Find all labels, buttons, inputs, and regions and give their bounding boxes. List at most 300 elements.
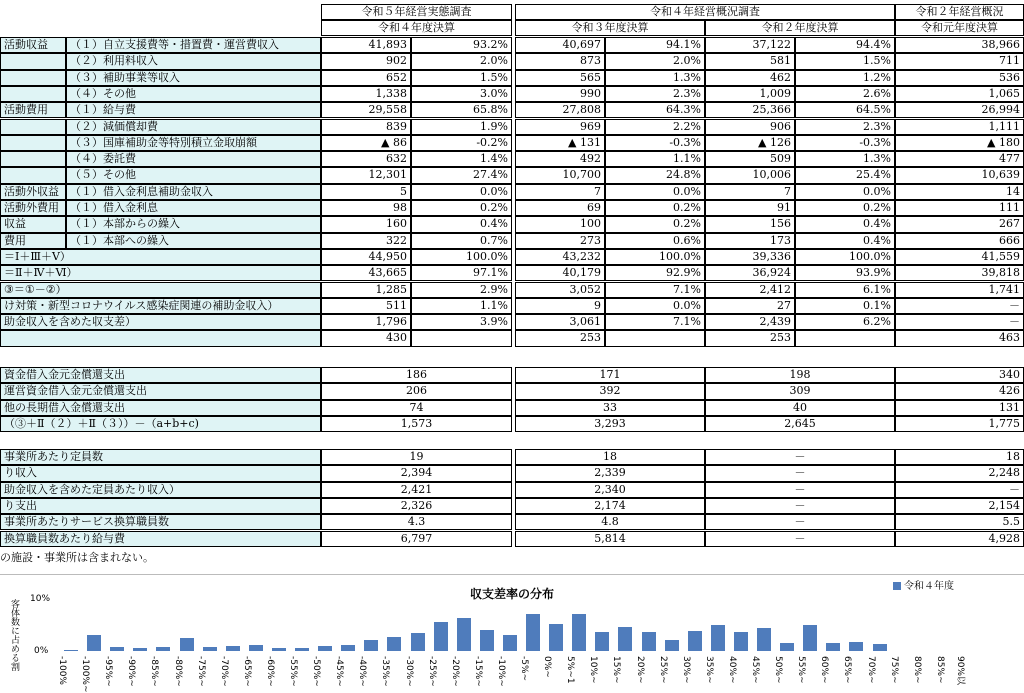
value-r1: 477 bbox=[895, 151, 1024, 167]
value-r1: 38,966 bbox=[895, 37, 1024, 53]
value-r2: 1,009 bbox=[705, 86, 795, 102]
value-r2: 91 bbox=[705, 200, 795, 216]
value-r2: 581 bbox=[705, 53, 795, 69]
summary-value-r3: 253 bbox=[515, 330, 605, 346]
value-r3: ▲ 131 bbox=[515, 135, 605, 151]
percent-r4: 0.2% bbox=[411, 200, 512, 216]
row-group-label: 活動収益 bbox=[0, 37, 66, 53]
cash-value-r2: 2,645 bbox=[705, 416, 895, 432]
value-r2: 37,122 bbox=[705, 37, 795, 53]
x-tick-label: -60%~ bbox=[264, 656, 275, 687]
x-tick-label: 75%~ bbox=[888, 656, 899, 684]
value-r1: 14 bbox=[895, 184, 1024, 200]
x-tick-label: -5%~ bbox=[519, 656, 529, 682]
staff-value-r1: 2,248 bbox=[895, 465, 1024, 481]
legend-label: 令和４年度 bbox=[904, 581, 954, 592]
summary-value-r4: 430 bbox=[321, 330, 411, 346]
percent-r2: 25.4% bbox=[795, 167, 895, 183]
percent-r4: 1.5% bbox=[411, 70, 512, 86]
staff-value-r4: 2,326 bbox=[321, 498, 512, 514]
chart-bar bbox=[688, 631, 702, 651]
value-r3: 273 bbox=[515, 233, 605, 249]
row-item-label: （３）国庫補助金等特別積立金取崩額 bbox=[66, 135, 321, 151]
value-r1: 666 bbox=[895, 233, 1024, 249]
staff-value-r3: 2,174 bbox=[515, 498, 705, 514]
value-r4: 322 bbox=[321, 233, 411, 249]
value-r3: 69 bbox=[515, 200, 605, 216]
chart-bar bbox=[87, 635, 101, 651]
cash-value-r4: 206 bbox=[321, 383, 512, 399]
cash-value-r3: 171 bbox=[515, 367, 705, 383]
x-tick-label: 65%~ bbox=[842, 656, 853, 684]
x-tick-label: -15%~ bbox=[472, 656, 483, 687]
summary-value-r2: 27 bbox=[705, 298, 795, 314]
staff-value-r1: 18 bbox=[895, 449, 1024, 465]
value-r2: 25,366 bbox=[705, 102, 795, 118]
cash-label: 運営資金借入金元金償還支出 bbox=[0, 383, 321, 399]
x-tick-label: -100% bbox=[57, 656, 67, 685]
chart-legend bbox=[893, 577, 954, 592]
summary-value-r1: 39,818 bbox=[895, 265, 1024, 281]
row-item-label: （３）補助事業等収入 bbox=[66, 70, 321, 86]
row-item-label: （２）利用料収入 bbox=[66, 53, 321, 69]
staff-label: 事業所あたりサービス換算職員数 bbox=[0, 514, 321, 530]
header-r1-settlement: 令和元年度決算 bbox=[895, 20, 1024, 36]
summary-value-r4: 1,285 bbox=[321, 282, 411, 298]
percent-r3: 2.0% bbox=[605, 53, 705, 69]
cash-value-r2: 309 bbox=[705, 383, 895, 399]
staff-value-r4: 19 bbox=[321, 449, 512, 465]
x-tick-label: 35%~ bbox=[703, 656, 714, 684]
value-r3: 969 bbox=[515, 119, 605, 135]
summary-value-r1: 463 bbox=[895, 330, 1024, 346]
chart-bar bbox=[826, 643, 840, 651]
staff-value-r4: 6,797 bbox=[321, 531, 512, 547]
percent-r2: -0.3% bbox=[795, 135, 895, 151]
percent-r2: 0.2% bbox=[795, 200, 895, 216]
value-r4: 29,558 bbox=[321, 102, 411, 118]
value-r4: 41,893 bbox=[321, 37, 411, 53]
x-tick-label: 20%~ bbox=[634, 656, 645, 684]
cash-value-r1: 426 bbox=[895, 383, 1024, 399]
row-item-label: （２）減価償却費 bbox=[66, 119, 321, 135]
x-tick-label: -50%~ bbox=[311, 656, 322, 687]
summary-percent-r2: 100.0% bbox=[795, 249, 895, 265]
percent-r4: 27.4% bbox=[411, 167, 512, 183]
x-tick-label: -40%~ bbox=[357, 656, 368, 687]
row-item-label: （５）その他 bbox=[66, 167, 321, 183]
summary-percent-r2: 0.1% bbox=[795, 298, 895, 314]
staff-label: り収入 bbox=[0, 465, 321, 481]
percent-r2: 0.4% bbox=[795, 216, 895, 232]
staff-value-r4: 2,421 bbox=[321, 482, 512, 498]
chart-bar bbox=[526, 614, 540, 651]
chart-bar bbox=[133, 648, 147, 651]
chart-bar bbox=[434, 622, 448, 651]
x-tick-label: 80%~ bbox=[911, 656, 922, 684]
chart-bar bbox=[618, 627, 632, 651]
row-group-label: 費用 bbox=[0, 233, 66, 249]
percent-r3: 2.2% bbox=[605, 119, 705, 135]
staff-label: 事業所あたり定員数 bbox=[0, 449, 321, 465]
x-tick-label: 45%~ bbox=[750, 656, 760, 684]
summary-percent-r2: 6.2% bbox=[795, 314, 895, 330]
value-r1: 1,111 bbox=[895, 119, 1024, 135]
summary-percent-r4: 100.0% bbox=[411, 249, 512, 265]
row-item-label: （１）借入金利息 bbox=[66, 200, 321, 216]
value-r4: 902 bbox=[321, 53, 411, 69]
x-tick-label: -65%~ bbox=[241, 656, 252, 687]
summary-label: ＝Ⅱ＋Ⅳ＋Ⅵ） bbox=[0, 265, 321, 281]
summary-percent-r3: 7.1% bbox=[605, 314, 705, 330]
summary-label: ③＝①－②） bbox=[0, 282, 321, 298]
chart-bar bbox=[341, 645, 355, 651]
row-group-label bbox=[0, 151, 66, 167]
summary-value-r4: 43,665 bbox=[321, 265, 411, 281]
cash-value-r3: 392 bbox=[515, 383, 705, 399]
percent-r4: -0.2% bbox=[411, 135, 512, 151]
summary-value-r2: 2,412 bbox=[705, 282, 795, 298]
chart-bar bbox=[480, 630, 494, 651]
row-item-label: （１）本部からの繰入 bbox=[66, 216, 321, 232]
value-r2: 7 bbox=[705, 184, 795, 200]
percent-r4: 93.2% bbox=[411, 37, 512, 53]
value-r4: ▲ 86 bbox=[321, 135, 411, 151]
value-r4: 839 bbox=[321, 119, 411, 135]
value-r3: 492 bbox=[515, 151, 605, 167]
value-r2: ▲ 126 bbox=[705, 135, 795, 151]
summary-value-r4: 1,796 bbox=[321, 314, 411, 330]
summary-value-r2: 2,439 bbox=[705, 314, 795, 330]
x-tick-label: 5%~1 bbox=[565, 656, 576, 684]
percent-r3: 1.1% bbox=[605, 151, 705, 167]
percent-r3: 94.1% bbox=[605, 37, 705, 53]
percent-r3: 1.3% bbox=[605, 70, 705, 86]
chart-bar bbox=[411, 633, 425, 651]
y-axis-label: 客体数に占める割 bbox=[9, 599, 19, 671]
cash-value-r3: 3,293 bbox=[515, 416, 705, 432]
chart-bar bbox=[364, 640, 378, 651]
value-r4: 12,301 bbox=[321, 167, 411, 183]
summary-label bbox=[0, 330, 321, 346]
staff-label: 助金収入を含めた定員あたり収入） bbox=[0, 482, 321, 498]
percent-r3: -0.3% bbox=[605, 135, 705, 151]
row-group-label bbox=[0, 119, 66, 135]
value-r4: 98 bbox=[321, 200, 411, 216]
staff-value-r1: － bbox=[895, 482, 1024, 498]
row-group-label: 活動費用 bbox=[0, 102, 66, 118]
percent-r2: 1.5% bbox=[795, 53, 895, 69]
chart-bar bbox=[387, 637, 401, 651]
footnote: の施設・事業所は含まれない。 bbox=[0, 551, 154, 564]
chart-bar bbox=[549, 624, 563, 651]
x-tick-label: -95%~ bbox=[103, 656, 114, 687]
staff-value-r1: 2,154 bbox=[895, 498, 1024, 514]
value-r1: 711 bbox=[895, 53, 1024, 69]
value-r1: 26,994 bbox=[895, 102, 1024, 118]
cash-value-r1: 131 bbox=[895, 400, 1024, 416]
chart-bar bbox=[156, 647, 170, 651]
staff-value-r3: 4.8 bbox=[515, 514, 705, 530]
percent-r3: 24.8% bbox=[605, 167, 705, 183]
x-tick-label: -55%~ bbox=[288, 656, 298, 687]
value-r3: 100 bbox=[515, 216, 605, 232]
value-r2: 462 bbox=[705, 70, 795, 86]
staff-value-r2: － bbox=[705, 482, 895, 498]
chart-bar bbox=[572, 614, 586, 651]
percent-r2: 0.4% bbox=[795, 233, 895, 249]
row-group-label bbox=[0, 135, 66, 151]
summary-percent-r4: 1.1% bbox=[411, 298, 512, 314]
percent-r4: 0.0% bbox=[411, 184, 512, 200]
value-r1: ▲ 180 bbox=[895, 135, 1024, 151]
header-r3-settlement: 令和３年度決算 bbox=[515, 20, 705, 36]
summary-label: ＝Ⅰ＋Ⅲ＋Ⅴ） bbox=[0, 249, 321, 265]
value-r2: 509 bbox=[705, 151, 795, 167]
summary-percent-r3 bbox=[605, 330, 705, 346]
percent-r3: 0.0% bbox=[605, 184, 705, 200]
chart-bar bbox=[272, 648, 286, 651]
value-r1: 267 bbox=[895, 216, 1024, 232]
chart-bar bbox=[295, 648, 309, 651]
value-r3: 990 bbox=[515, 86, 605, 102]
cash-label: 資金借入金元金償還支出 bbox=[0, 367, 321, 383]
row-group-label: 収益 bbox=[0, 216, 66, 232]
x-tick-label: -85%~ bbox=[149, 656, 160, 687]
x-tick-label: 55%~ bbox=[796, 656, 807, 684]
value-r1: 1,065 bbox=[895, 86, 1024, 102]
summary-percent-r4: 97.1% bbox=[411, 265, 512, 281]
summary-value-r3: 43,232 bbox=[515, 249, 605, 265]
chart-title: 収支差率の分布 bbox=[469, 587, 554, 601]
summary-percent-r4 bbox=[411, 330, 512, 346]
value-r4: 1,338 bbox=[321, 86, 411, 102]
percent-r4: 0.4% bbox=[411, 216, 512, 232]
chart-bar bbox=[642, 632, 656, 651]
percent-r2: 64.5% bbox=[795, 102, 895, 118]
percent-r3: 2.3% bbox=[605, 86, 705, 102]
staff-label: り支出 bbox=[0, 498, 321, 514]
value-r3: 40,697 bbox=[515, 37, 605, 53]
x-tick-label: 50%~ bbox=[773, 656, 784, 684]
summary-percent-r3: 7.1% bbox=[605, 282, 705, 298]
staff-value-r2: － bbox=[705, 465, 895, 481]
summary-percent-r3: 100.0% bbox=[605, 249, 705, 265]
value-r4: 632 bbox=[321, 151, 411, 167]
x-tick-label: -10%~ bbox=[495, 656, 506, 687]
summary-value-r4: 44,950 bbox=[321, 249, 411, 265]
summary-value-r1: 41,559 bbox=[895, 249, 1024, 265]
x-tick-label: 60%~ bbox=[819, 656, 830, 684]
summary-percent-r4: 3.9% bbox=[411, 314, 512, 330]
chart-bar bbox=[226, 646, 240, 651]
chart-bar bbox=[318, 646, 332, 651]
percent-r2: 2.3% bbox=[795, 119, 895, 135]
summary-value-r3: 3,052 bbox=[515, 282, 605, 298]
summary-percent-r4: 2.9% bbox=[411, 282, 512, 298]
row-group-label: 活動外収益 bbox=[0, 184, 66, 200]
x-tick-label: -70%~ bbox=[218, 656, 229, 687]
staff-value-r4: 2,394 bbox=[321, 465, 512, 481]
chart-bar bbox=[203, 647, 217, 651]
value-r2: 906 bbox=[705, 119, 795, 135]
summary-percent-r3: 92.9% bbox=[605, 265, 705, 281]
value-r4: 652 bbox=[321, 70, 411, 86]
chart-bar bbox=[873, 644, 887, 651]
x-tick-label: -100%~ bbox=[80, 656, 91, 693]
percent-r4: 65.8% bbox=[411, 102, 512, 118]
summary-percent-r3: 0.0% bbox=[605, 298, 705, 314]
summary-percent-r2 bbox=[795, 330, 895, 346]
chart-bar bbox=[734, 632, 748, 651]
value-r1: 111 bbox=[895, 200, 1024, 216]
row-group-label bbox=[0, 86, 66, 102]
staff-value-r4: 4.3 bbox=[321, 514, 512, 530]
x-tick-label: -75%~ bbox=[195, 656, 206, 687]
summary-value-r2: 253 bbox=[705, 330, 795, 346]
row-item-label: （１）給与費 bbox=[66, 102, 321, 118]
x-tick-label: 10%~ bbox=[588, 656, 599, 684]
x-tick-label: 0%~ bbox=[542, 656, 553, 678]
row-item-label: （１）自立支援費等・措置費・運営費収入 bbox=[66, 37, 321, 53]
percent-r2: 2.6% bbox=[795, 86, 895, 102]
staff-value-r2: － bbox=[705, 498, 895, 514]
row-group-label bbox=[0, 53, 66, 69]
chart-bar bbox=[665, 640, 679, 651]
percent-r2: 0.0% bbox=[795, 184, 895, 200]
value-r3: 565 bbox=[515, 70, 605, 86]
summary-percent-r2: 6.1% bbox=[795, 282, 895, 298]
x-tick-label: -90%~ bbox=[126, 656, 137, 687]
x-tick-label: -35%~ bbox=[380, 656, 391, 687]
value-r4: 5 bbox=[321, 184, 411, 200]
row-item-label: （１）借入金利息補助金収入 bbox=[66, 184, 321, 200]
value-r3: 10,700 bbox=[515, 167, 605, 183]
percent-r3: 0.6% bbox=[605, 233, 705, 249]
staff-value-r1: 5.5 bbox=[895, 514, 1024, 530]
x-tick-label: 25%~ bbox=[657, 656, 668, 684]
chart-bar bbox=[803, 625, 817, 651]
value-r3: 873 bbox=[515, 53, 605, 69]
percent-r3: 64.3% bbox=[605, 102, 705, 118]
x-tick-label: 40%~ bbox=[726, 656, 737, 684]
x-tick-label: -45%~ bbox=[334, 656, 345, 687]
value-r2: 173 bbox=[705, 233, 795, 249]
x-tick-label: -25%~ bbox=[426, 656, 437, 687]
summary-value-r3: 40,179 bbox=[515, 265, 605, 281]
cash-value-r2: 40 bbox=[705, 400, 895, 416]
summary-value-r3: 3,061 bbox=[515, 314, 605, 330]
value-r2: 156 bbox=[705, 216, 795, 232]
cash-value-r4: 1,573 bbox=[321, 416, 512, 432]
cash-label: （③＋Ⅱ（２）＋Ⅱ（３））－（a+b+c) bbox=[0, 416, 321, 432]
chart-bar bbox=[64, 650, 78, 651]
staff-label: 換算職員数あたり給与費 bbox=[0, 531, 321, 547]
staff-value-r2: － bbox=[705, 449, 895, 465]
cash-value-r4: 186 bbox=[321, 367, 512, 383]
summary-label: け対策・新型コロナウイルス感染症関連の補助金収入） bbox=[0, 298, 321, 314]
summary-value-r2: 36,924 bbox=[705, 265, 795, 281]
cash-value-r4: 74 bbox=[321, 400, 512, 416]
header-survey-r4: 令和４年経営概況調査 bbox=[515, 4, 895, 20]
summary-label: 助金収入を含めた収支差） bbox=[0, 314, 321, 330]
x-tick-label: 85%~ bbox=[934, 656, 945, 684]
x-tick-label: 30%~ bbox=[680, 656, 691, 684]
percent-r4: 1.9% bbox=[411, 119, 512, 135]
percent-r4: 1.4% bbox=[411, 151, 512, 167]
percent-r2: 1.2% bbox=[795, 70, 895, 86]
staff-value-r2: － bbox=[705, 514, 895, 530]
x-tick-label: -20%~ bbox=[449, 656, 460, 687]
summary-percent-r2: 93.9% bbox=[795, 265, 895, 281]
chart-bar bbox=[110, 647, 124, 651]
header-survey-r2: 令和２年経営概況 bbox=[895, 4, 1024, 20]
chart-bar bbox=[457, 618, 471, 651]
value-r1: 536 bbox=[895, 70, 1024, 86]
percent-r4: 3.0% bbox=[411, 86, 512, 102]
chart-bar bbox=[757, 628, 771, 651]
percent-r3: 0.2% bbox=[605, 216, 705, 232]
x-tick-label: -80%~ bbox=[172, 656, 183, 687]
staff-value-r2: － bbox=[705, 531, 895, 547]
x-tick-label: 90%以 bbox=[954, 656, 965, 686]
value-r2: 10,006 bbox=[705, 167, 795, 183]
summary-value-r4: 511 bbox=[321, 298, 411, 314]
percent-r4: 2.0% bbox=[411, 53, 512, 69]
chart-bar bbox=[595, 632, 609, 651]
row-item-label: （４）その他 bbox=[66, 86, 321, 102]
row-group-label bbox=[0, 167, 66, 183]
header-survey-r5: 令和５年経営実態調査 bbox=[321, 4, 512, 20]
percent-r2: 1.3% bbox=[795, 151, 895, 167]
summary-value-r1: － bbox=[895, 314, 1024, 330]
summary-value-r3: 9 bbox=[515, 298, 605, 314]
staff-value-r3: 2,340 bbox=[515, 482, 705, 498]
header-r2-settlement: 令和２年度決算 bbox=[705, 20, 895, 36]
staff-value-r3: 5,814 bbox=[515, 531, 705, 547]
value-r1: 10,639 bbox=[895, 167, 1024, 183]
chart-bar bbox=[849, 642, 863, 651]
legend-swatch bbox=[893, 582, 901, 590]
cash-value-r3: 33 bbox=[515, 400, 705, 416]
chart-bar bbox=[249, 645, 263, 651]
row-group-label: 活動外費用 bbox=[0, 200, 66, 216]
staff-value-r3: 2,339 bbox=[515, 465, 705, 481]
chart-bar bbox=[503, 635, 517, 651]
cash-value-r1: 340 bbox=[895, 367, 1024, 383]
y-tick-zero: 0% bbox=[34, 646, 49, 656]
value-r3: 7 bbox=[515, 184, 605, 200]
value-r4: 160 bbox=[321, 216, 411, 232]
chart-bar bbox=[711, 625, 725, 651]
row-group-label bbox=[0, 70, 66, 86]
staff-value-r3: 18 bbox=[515, 449, 705, 465]
x-tick-label: -30%~ bbox=[403, 656, 414, 687]
header-r4-settlement: 令和４年度決算 bbox=[321, 20, 512, 36]
percent-r2: 94.4% bbox=[795, 37, 895, 53]
cash-value-r2: 198 bbox=[705, 367, 895, 383]
x-tick-label: 15%~ bbox=[611, 656, 622, 684]
staff-value-r1: 4,928 bbox=[895, 531, 1024, 547]
percent-r4: 0.7% bbox=[411, 233, 512, 249]
summary-value-r1: － bbox=[895, 298, 1024, 314]
cash-value-r1: 1,775 bbox=[895, 416, 1024, 432]
chart-bar bbox=[780, 643, 794, 651]
row-item-label: （４）委託費 bbox=[66, 151, 321, 167]
value-r3: 27,808 bbox=[515, 102, 605, 118]
distribution-chart bbox=[0, 574, 1024, 691]
cash-label: 他の長期借入金償還支出 bbox=[0, 400, 321, 416]
